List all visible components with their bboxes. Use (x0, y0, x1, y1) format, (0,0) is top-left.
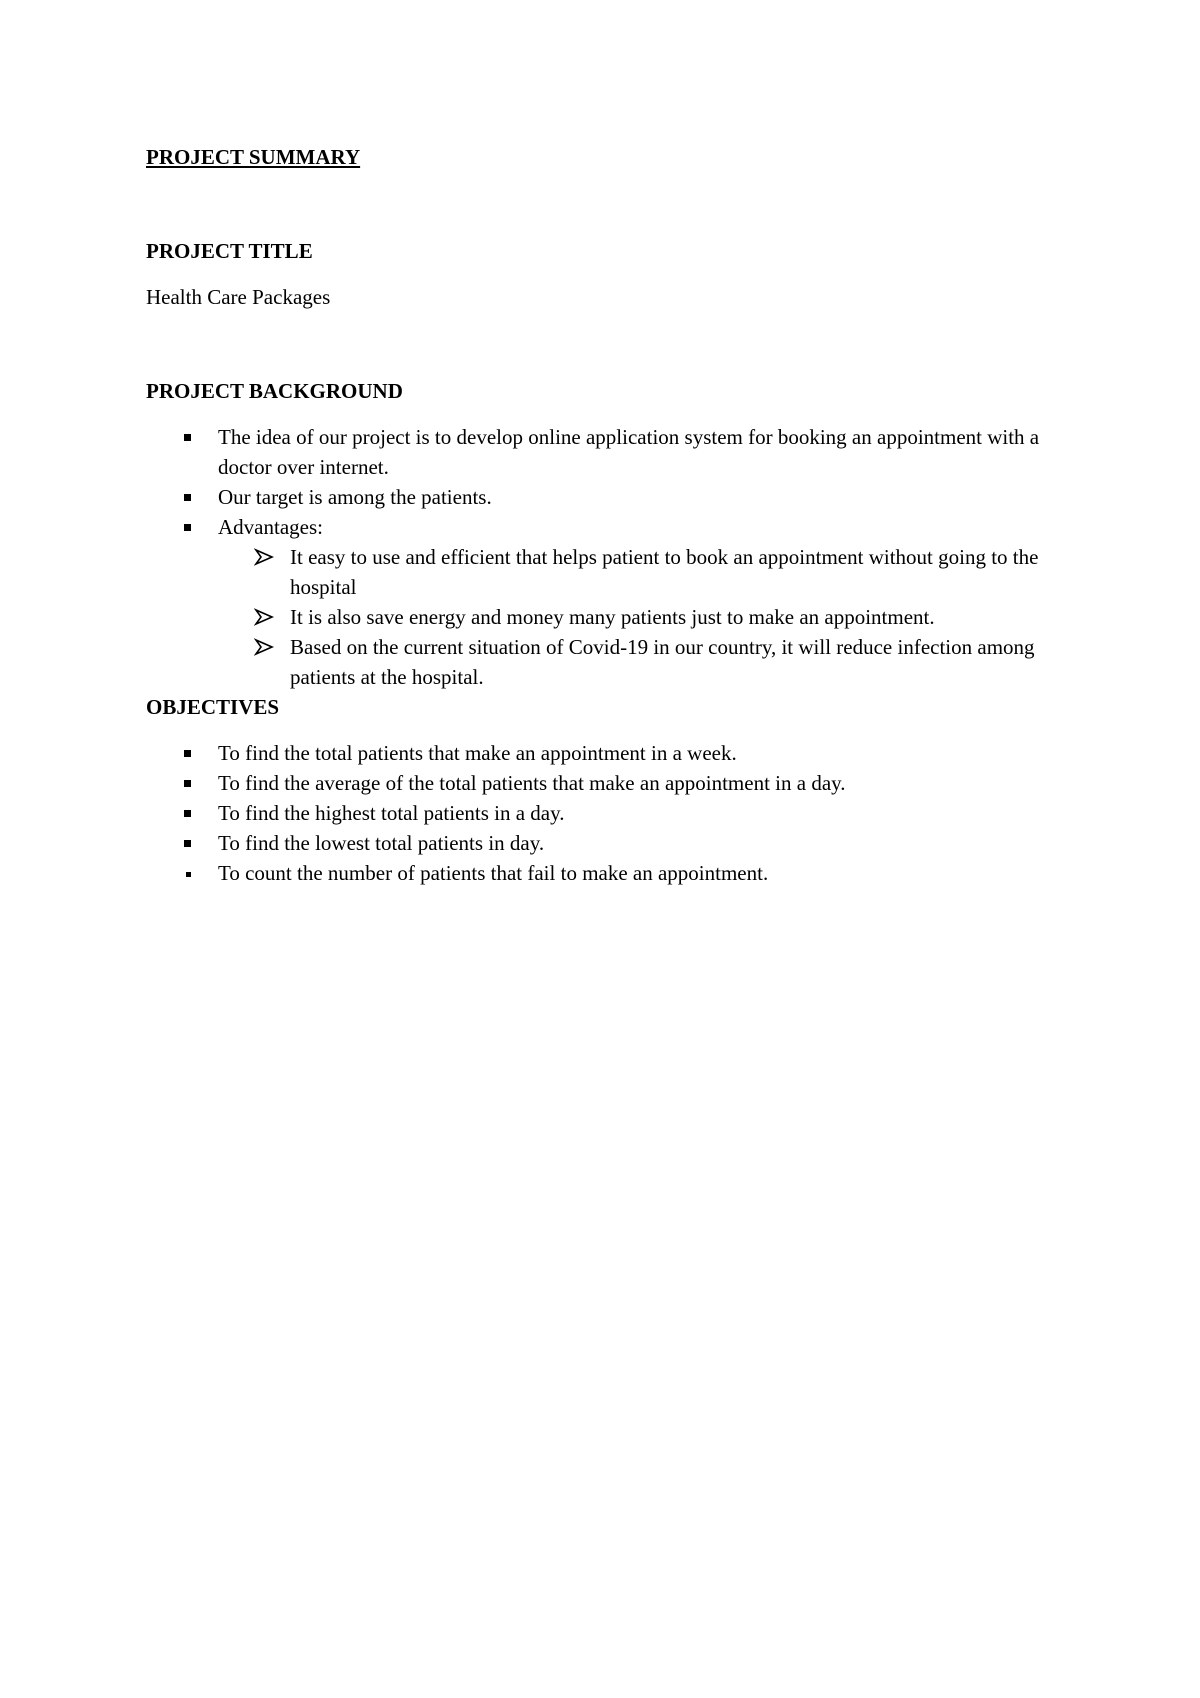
square-bullet-icon (184, 780, 191, 787)
project-summary-heading: PROJECT SUMMARY (146, 145, 361, 169)
square-bullet-icon (184, 810, 191, 817)
list-item-text: It is also save energy and money many patients just to make an appointment. (290, 605, 935, 629)
arrowhead-bullet-icon (254, 548, 274, 566)
list-item (218, 542, 1066, 602)
list-item (146, 768, 1066, 798)
objectives-list (146, 738, 1066, 888)
list-item (146, 482, 1066, 512)
list-item-text: Advantages: (218, 515, 323, 539)
list-item-text: To find the total patients that make an appointment in a week. (218, 741, 737, 765)
background-list (146, 422, 1066, 692)
objectives-heading: OBJECTIVES (146, 695, 280, 719)
document-content (146, 142, 1066, 888)
project-title-value: Health Care Packages (146, 285, 331, 309)
project-title-heading: PROJECT TITLE (146, 239, 313, 263)
list-item (146, 798, 1066, 828)
advantages-list (218, 542, 1066, 692)
list-item-text: To find the average of the total patients that make an appointment in a day. (218, 771, 846, 795)
square-bullet-icon (186, 872, 191, 877)
list-item-text: Our target is among the patients. (218, 485, 492, 509)
square-bullet-icon (184, 524, 191, 531)
square-bullet-icon (184, 750, 191, 757)
square-bullet-icon (184, 434, 191, 441)
list-item (146, 512, 1066, 692)
list-item (146, 422, 1066, 482)
square-bullet-icon (184, 494, 191, 501)
list-item (146, 858, 1066, 888)
square-bullet-icon (184, 840, 191, 847)
list-item (146, 828, 1066, 858)
project-background-heading: PROJECT BACKGROUND (146, 379, 403, 403)
arrowhead-bullet-icon (254, 608, 274, 626)
list-item-text: To find the lowest total patients in day. (218, 831, 545, 855)
list-item-text: The idea of our project is to develop online application system for booking an appointment with a doctor over internet. (218, 425, 1040, 479)
arrowhead-bullet-icon (254, 638, 274, 656)
list-item-text: To count the number of patients that fail to make an appointment. (218, 861, 769, 885)
list-item-text: Based on the current situation of Covid-19 in our country, it will reduce infection among patients at the hospital. (290, 635, 1035, 689)
list-item-text: To find the highest total patients in a day. (218, 801, 565, 825)
list-item-text: It easy to use and efficient that helps patient to book an appointment without going to the hospital (290, 545, 1039, 599)
list-item (218, 632, 1066, 692)
list-item (218, 602, 1066, 632)
list-item (146, 738, 1066, 768)
